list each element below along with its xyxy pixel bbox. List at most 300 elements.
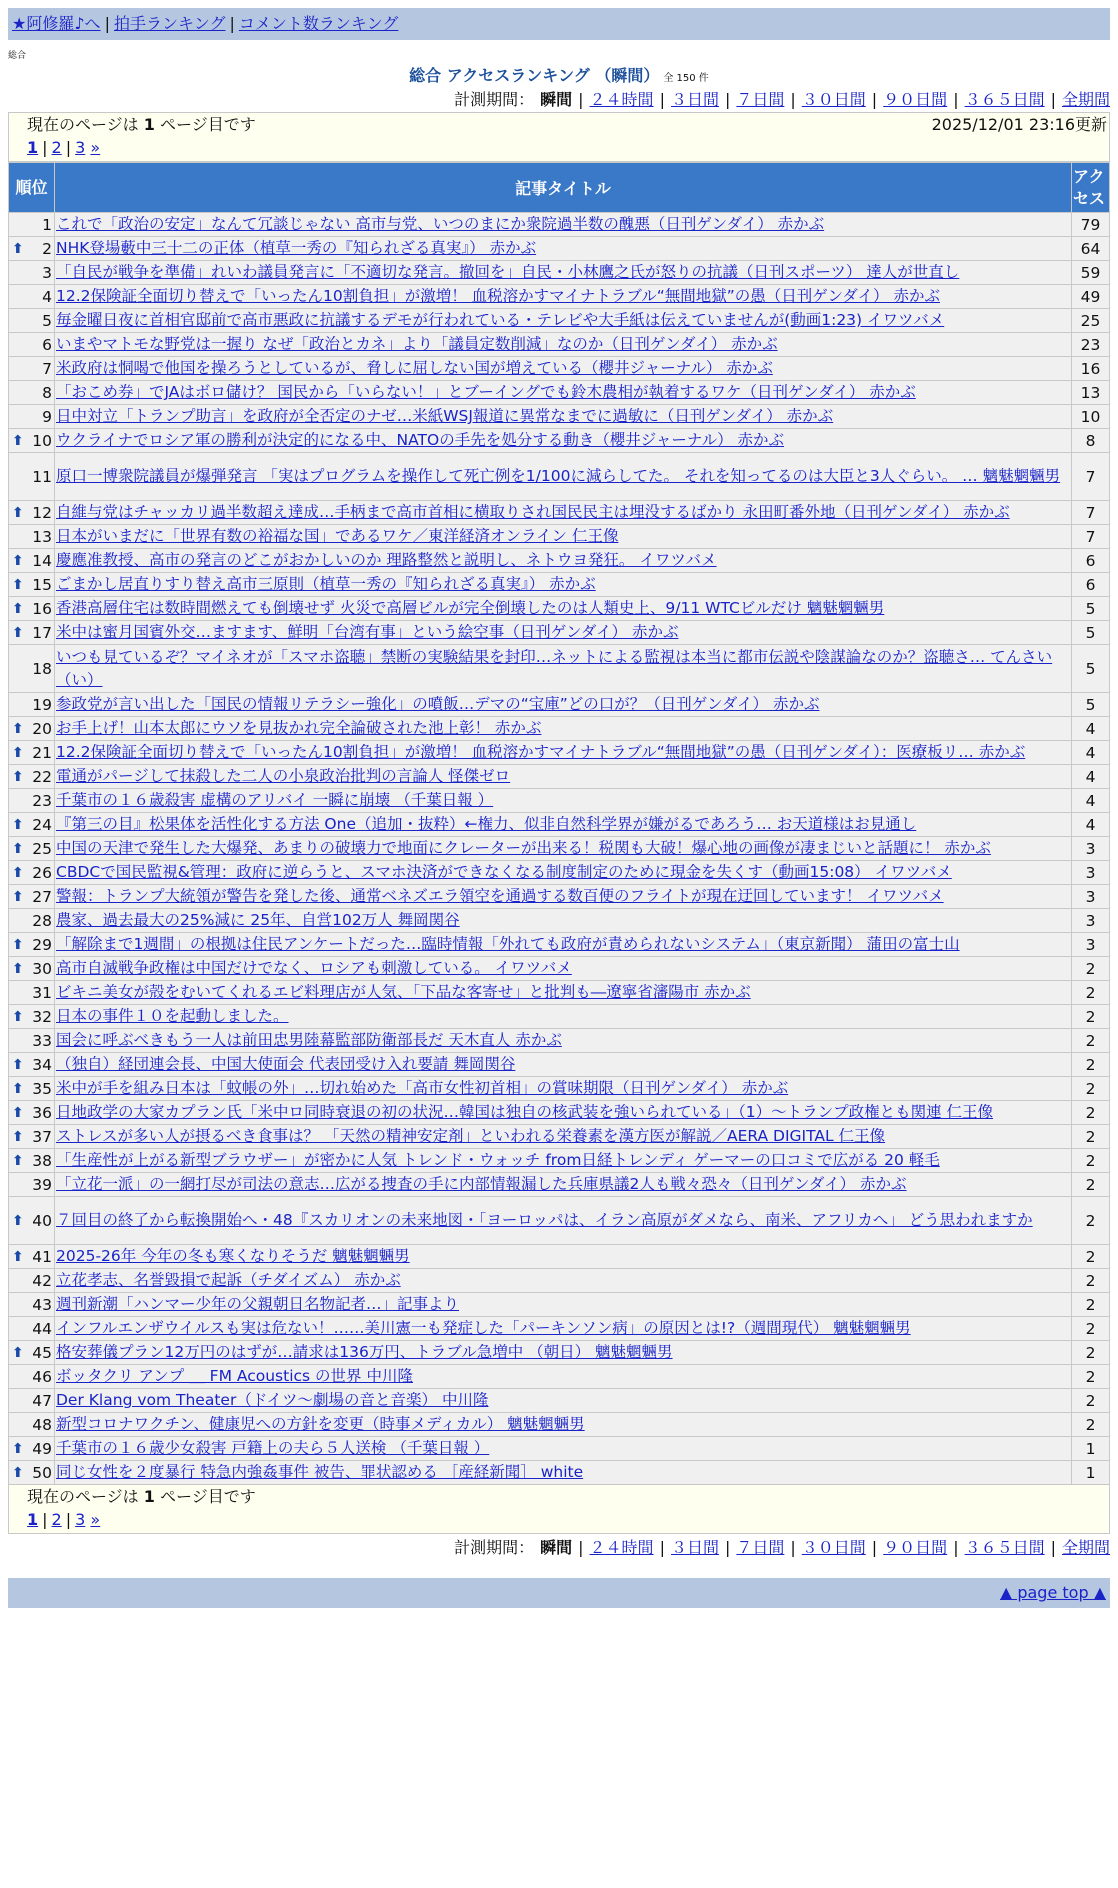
rank-cell [9,813,55,837]
article-link[interactable]: いまやマトモな野党は一握り なぜ「政治とカネ」より「議員定数削減」なのか（日刊ゲンダイ） 赤かぶ [56,335,778,353]
article-link[interactable]: 2025-26年 今年の冬も寒くなりそうだ 魑魅魍魎男 [56,1247,410,1265]
title-cell [55,1437,1072,1461]
table-row [9,885,1110,909]
title-cell [55,1293,1072,1317]
access-count: 2 [1072,1029,1110,1053]
access-count: 4 [1072,717,1110,741]
rank-number: 35 [32,1079,52,1098]
article-link[interactable]: 12.2保険証全面切り替えで「いったん10割負担」が激増！ 血税溶かすマイナトラブル“無間地獄”の愚（日刊ゲンダイ）：医療板リ… 赤かぶ [56,743,1026,761]
access-count: 2 [1072,1149,1110,1173]
access-count: 4 [1072,765,1110,789]
title-cell [55,1317,1072,1341]
separator: | [65,1510,72,1529]
current-page-text: 現在のページは 1 ページ目です [27,115,256,134]
rank-cell [9,1341,55,1365]
article-link[interactable]: Der Klang vom Theater（ドイツ～劇場の音と音楽） 中川隆 [56,1391,489,1409]
title-header: 記事タイトル [55,163,1072,213]
rank-cell [9,1125,55,1149]
article-link[interactable]: 同じ女性を２度暴行 特急内強姦事件 被告、罪状認める ［産経新聞］ white [56,1463,584,1481]
rank-cell [9,405,55,429]
period-link-1[interactable]: ３日間 [670,90,719,109]
article-link[interactable]: 高市自滅戦争政権は中国だけでなく、ロシアも刺激している。 イワツバメ [56,959,572,977]
rank-cell [9,1461,55,1485]
pagination [27,137,1109,161]
table-row [9,333,1110,357]
rank-cell [9,765,55,789]
article-link[interactable]: 千葉市の１６歳殺害 虚構のアリバイ 一瞬に崩壊 （千葉日報 ） [56,791,494,809]
arrow-up-icon: ⬆ [12,552,24,569]
table-row [9,309,1110,333]
table-row [9,1413,1110,1437]
table-row [9,405,1110,429]
rank-cell [9,501,55,525]
article-link[interactable]: 週刊新潮「ハンマー少年の父親朝日名物記者…」記事より [56,1295,460,1313]
table-row [9,717,1110,741]
title-cell [55,501,1072,525]
rank-cell [9,1029,55,1053]
arrow-up-icon: ⬆ [12,936,24,953]
article-link[interactable]: 農家、過去最大の25%減に 25年、自営102万人 舞岡関谷 [56,911,460,929]
table-row [9,765,1110,789]
rank-number: 33 [32,1031,52,1050]
arrow-up-icon: ⬆ [12,1464,24,1481]
home-link[interactable]: ★阿修羅♪へ [12,14,101,33]
arrow-up-icon: ⬆ [12,864,24,881]
title-cell [55,597,1072,621]
separator: | [953,90,959,109]
separator: | [42,1510,48,1529]
article-link[interactable]: 「立花一派」の一網打尽が司法の意志…広がる捜査の手に内部情報漏した兵庫県議2人も戦々恐々（日刊ゲンダイ） 赤かぶ [56,1175,907,1193]
separator: | [578,90,584,109]
period-link-0[interactable]: ２４時間 [589,90,654,109]
title-cell [55,1269,1072,1293]
rank-number: 23 [32,791,52,810]
title-cell [55,1197,1072,1245]
access-count: 2 [1072,1389,1110,1413]
rank-number: 17 [32,623,52,642]
title-cell [55,885,1072,909]
table-row [9,1053,1110,1077]
rank-cell [9,789,55,813]
access-count: 3 [1072,885,1110,909]
article-link[interactable]: 「生産性が上がる新型ブラウザー」が密かに人気 トレンド・ウォッチ from日経トレンディ ゲーマーの口コミで広がる 20 軽毛 [56,1151,940,1169]
rank-cell [9,261,55,285]
arrow-up-icon: ⬆ [12,816,24,833]
access-count: 2 [1072,1077,1110,1101]
access-count: 7 [1072,501,1110,525]
period-link-4[interactable]: ９０日間 [883,90,948,109]
table-row [9,1461,1110,1485]
page-info-top [8,112,1110,162]
title-cell [55,909,1072,933]
article-link[interactable]: ウクライナでロシア軍の勝利が決定的になる中、NATOの手先を処分する動き（櫻井ジャーナル） 赤かぶ [56,431,785,449]
rank-cell [9,1245,55,1269]
period-link-3[interactable]: ３０日間 [801,90,866,109]
access-count: 4 [1072,789,1110,813]
article-link[interactable]: 「自民が戦争を準備」れいわ議員発言に「不適切な発言。撤回を」自民・小林鷹之氏が怒りの抗議（日刊スポーツ） 達人が世直し [56,263,960,281]
table-row [9,981,1110,1005]
rank-cell [9,1389,55,1413]
page-link-1[interactable]: 1 [27,138,39,157]
access-count: 3 [1072,861,1110,885]
rank-number: 50 [32,1463,52,1482]
article-link[interactable]: 香港高層住宅は数時間燃えても倒壊せず 火災で高層ビルが完全倒壊したのは人類史上、9/11 WTCビルだけ 魑魅魍魎男 [56,599,885,617]
separator: | [953,1538,959,1557]
title-cell [55,1101,1072,1125]
title-cell [55,645,1072,693]
arrow-up-icon: ⬆ [12,624,24,641]
title-cell [55,957,1072,981]
rank-cell [9,1149,55,1173]
top-nav-bar: ★阿修羅♪へ | 拍手ランキング | コメント数ランキング [8,8,1110,40]
access-count: 5 [1072,645,1110,693]
title-cell [55,861,1072,885]
page-link-2[interactable]: 2 [51,1510,62,1529]
page-link-2[interactable]: 2 [51,138,62,157]
period-link-2[interactable]: ７日間 [736,90,785,109]
title-cell [55,1053,1072,1077]
access-header: アクセス [1072,163,1110,213]
table-row [9,693,1110,717]
table-row [9,621,1110,645]
arrow-up-icon: ⬆ [12,1104,24,1121]
rank-number: 9 [42,407,52,426]
period-link-3[interactable]: ３０日間 [801,1538,866,1557]
article-link[interactable]: 毎金曜日夜に首相官邸前で高市悪政に抗議するデモが行われている・テレビや大手紙は伝えていませんが(動画1:23) イワツバメ [56,311,945,329]
arrow-up-icon: ⬆ [12,1212,24,1229]
rank-number: 32 [32,1007,52,1026]
arrow-up-icon: ⬆ [12,600,24,617]
article-link[interactable]: 参政党が言い出した「国民の情報リテラシー強化」の噴飯…デマの“宝庫”どの口が？（日刊ゲンダイ） 赤かぶ [56,695,820,713]
rank-number: 29 [32,935,52,954]
period-link-0[interactable]: ２４時間 [589,1538,654,1557]
rank-cell [9,1293,55,1317]
table-row [9,1125,1110,1149]
access-count: 1 [1072,1461,1110,1485]
rank-number: 38 [32,1151,52,1170]
rank-number: 5 [42,311,52,330]
article-link[interactable]: 慶應准教授、高市の発言のどこがおかしいのか 理路整然と説明し、ネトウヨ発狂。 イワツバメ [56,551,717,569]
rank-cell [9,885,55,909]
table-row [9,1005,1110,1029]
access-count: 79 [1072,213,1110,237]
separator: | [871,90,878,109]
comment-ranking-link[interactable]: コメント数ランキング [238,14,399,33]
access-count: 5 [1072,621,1110,645]
access-count: 8 [1072,429,1110,453]
article-link[interactable]: ７回目の終了から転換開始へ・48『スカリオンの未来地図・「ヨーロッパは、イラン高原がダメなら、南米、アフリカへ」 どう思われますか [56,1211,1033,1229]
title-cell [55,237,1072,261]
rank-number: 37 [32,1127,52,1146]
table-row [9,813,1110,837]
rank-number: 49 [32,1439,52,1458]
title-cell [55,1173,1072,1197]
next-page-link[interactable]: » [90,138,101,157]
access-count: 59 [1072,261,1110,285]
next-page-link[interactable]: » [90,1510,101,1529]
rank-number: 28 [32,911,52,930]
article-link[interactable]: 自維与党はチャッカリ過半数超え達成…手柄まで高市首相に横取りされ国民民主は埋没するばかり 永田町番外地（日刊ゲンダイ） 赤かぶ [56,503,1010,521]
article-link[interactable]: （独自）経団連会長、中国大使面会 代表団受け入れ要請 舞岡関谷 [56,1055,516,1073]
period-link-6[interactable]: 全期間 [1061,1538,1110,1557]
rank-number: 16 [32,599,52,618]
title-cell [55,741,1072,765]
rank-cell [9,957,55,981]
rank-number: 45 [32,1343,52,1362]
rank-cell [9,1053,55,1077]
article-link[interactable]: CBDCで国民監視&管理：政府に逆らうと、スマホ決済ができなくなる制度制定のために現金を失くす（動画15:08） イワツバメ [56,863,952,881]
page-link-3[interactable]: 3 [75,138,86,157]
separator: | [659,1538,665,1557]
rank-number: 43 [32,1295,52,1314]
access-count: 2 [1072,1341,1110,1365]
rank-number: 46 [32,1367,52,1386]
period-link-5[interactable]: ３６５日間 [964,1538,1045,1557]
title-cell [55,813,1072,837]
access-count: 13 [1072,381,1110,405]
separator: | [65,138,72,157]
table-row [9,525,1110,549]
table-row [9,1197,1110,1245]
access-count: 3 [1072,933,1110,957]
article-link[interactable]: 電通がパージして抹殺した二人の小泉政治批判の言論人 怪傑ゼロ [56,767,511,785]
title-cell [55,1125,1072,1149]
table-row [9,213,1110,237]
access-count: 2 [1072,1125,1110,1149]
article-link[interactable]: 日中対立「トランプ助言」を政府が全否定のナゼ…米紙WSJ報道に異常なまでに過敏に（日刊ゲンダイ） 赤かぶ [56,407,834,425]
separator: | [1050,1538,1056,1557]
table-row [9,1341,1110,1365]
arrow-up-icon: ⬆ [12,768,24,785]
rank-header: 順位 [9,163,55,213]
article-link[interactable]: 警報：トランプ大統領が警告を発した後、通常ベネズエラ領空を通過する数百便のフライトが現在迂回しています！ イワツバメ [56,887,944,905]
access-count: 64 [1072,237,1110,261]
arrow-up-icon: ⬆ [12,1344,24,1361]
table-row [9,237,1110,261]
access-count: 2 [1072,1053,1110,1077]
article-link[interactable]: ビキニ美女が殻をむいてくれるエビ料理店が人気、「下品な客寄せ」と批判も―遼寧省瀋陽市 赤かぶ [56,983,751,1001]
article-link[interactable]: NHK登場藪中三十二の正体（植草一秀の『知られざる真実』） 赤かぶ [56,239,537,257]
rank-number: 41 [32,1247,52,1266]
rank-cell [9,981,55,1005]
article-link[interactable]: 日本がいまだに「世界有数の裕福な国」であるワケ／東洋経済オンライン 仁王像 [56,527,619,545]
rank-cell [9,717,55,741]
article-link[interactable]: 米中が手を組み日本は「蚊帳の外」…切れ始めた「高市女性初首相」の賞味期限（日刊ゲンダイ） 赤かぶ [56,1079,789,1097]
title-cell [55,981,1072,1005]
title-cell [55,1029,1072,1053]
rank-cell [9,1101,55,1125]
article-link[interactable]: 『第三の目』松果体を活性化する方法 One（追加・抜粋）←権力、似非自然科学界が嫌がるであろう… お天道様はお見通し [56,815,917,833]
category-label: 総合 [8,51,27,61]
article-link[interactable]: 米中は蜜月国賓外交…ますます、鮮明「台湾有事」という絵空事（日刊ゲンダイ） 赤かぶ [56,623,679,641]
access-count: 2 [1072,1005,1110,1029]
table-row [9,1389,1110,1413]
rank-cell [9,621,55,645]
article-link[interactable]: 原口一博衆院議員が爆弾発言 「実はプログラムを操作して死亡例を1/100に減らしてた。 それを知ってるのは大臣と3人ぐらい。 … 魑魅魍魎男 [56,467,1061,485]
rank-number: 44 [32,1319,52,1338]
table-row [9,1101,1110,1125]
rank-cell [9,645,55,693]
rank-cell [9,381,55,405]
period-link-2[interactable]: ７日間 [736,1538,785,1557]
table-row [9,429,1110,453]
rank-number: 24 [32,815,52,834]
rank-number: 4 [42,287,52,306]
article-link[interactable]: 千葉市の１６歳少女殺害 戸籍上の夫ら５人送検 （千葉日報 ） [56,1439,490,1457]
title-cell [55,1149,1072,1173]
access-count: 6 [1072,549,1110,573]
period-link-1[interactable]: ３日間 [670,1538,719,1557]
article-link[interactable]: 新型コロナワクチン、健康児への方針を変更（時事メディカル） 魑魅魍魎男 [56,1415,585,1433]
title-cell [55,261,1072,285]
table-row [9,1317,1110,1341]
page-link-3[interactable]: 3 [75,1510,86,1529]
separator: | [1050,90,1056,109]
updated-timestamp: 2025/12/01 23:16更新 [931,115,1107,134]
rank-number: 20 [32,719,52,738]
title-cell [55,213,1072,237]
table-row [9,1149,1110,1173]
article-link[interactable]: 日本の事件１０を起動しました。 [56,1007,289,1025]
article-link[interactable]: インフルエンザウイルスも実は危ない！……美川憲一も発症した「パーキンソン病」の原因とは!?（週間現代） 魑魅魍魎男 [56,1319,911,1337]
article-link[interactable]: 中国の天津で発生した大爆発、あまりの破壊力で地面にクレーターが出来る！税関も大破！爆心地の画像が凄まじいと話題に！ 赤かぶ [56,839,991,857]
rank-number: 21 [32,743,52,762]
arrow-up-icon: ⬆ [12,960,24,977]
page-info-bottom [8,1485,1110,1534]
total-count: 全 150 件 [663,73,709,84]
rank-cell [9,213,55,237]
separator: | [724,90,731,109]
rank-number: 30 [32,959,52,978]
period-current: 瞬間 [540,90,573,109]
table-row [9,1365,1110,1389]
rank-cell [9,429,55,453]
rank-number: 27 [32,887,52,906]
rank-cell [9,837,55,861]
article-link[interactable]: 立花孝志、名誉毀損で起訴（チダイズム） 赤かぶ [56,1271,401,1289]
table-row [9,1077,1110,1101]
access-count: 6 [1072,573,1110,597]
title-cell [55,573,1072,597]
title-cell [55,1389,1072,1413]
rank-number: 15 [32,575,52,594]
table-row [9,597,1110,621]
rank-number: 42 [32,1271,52,1290]
arrow-up-icon: ⬆ [12,504,24,521]
article-link[interactable]: 「おこめ券」でJAはボロ儲け？ 国民から「いらない！」とブーイングでも鈴木農相が執着するワケ（日刊ゲンダイ） 赤かぶ [56,383,916,401]
title-cell [55,1461,1072,1485]
title-cell [55,789,1072,813]
rank-number: 6 [42,335,52,354]
article-link[interactable]: 「解除まで1週間」の根拠は住民アンケートだった…臨時情報「外れても政府が責められないシステム」（東京新聞） 蒲田の富士山 [56,935,960,953]
title-cell [55,621,1072,645]
arrow-up-icon: ⬆ [12,576,24,593]
rank-number: 25 [32,839,52,858]
rank-cell [9,1365,55,1389]
separator: | [790,1538,796,1557]
page-top-link[interactable]: ▲ page top ▲ [999,1583,1106,1602]
table-row [9,357,1110,381]
rank-number: 13 [32,527,52,546]
rank-cell [9,549,55,573]
rank-cell [9,525,55,549]
rank-cell [9,1413,55,1437]
access-count: 2 [1072,1317,1110,1341]
table-row [9,909,1110,933]
table-row [9,741,1110,765]
arrow-up-icon: ⬆ [12,840,24,857]
clap-ranking-link[interactable]: 拍手ランキング [113,14,226,33]
table-row [9,957,1110,981]
table-row [9,1437,1110,1461]
rank-number: 22 [32,767,52,786]
title-cell [55,429,1072,453]
rank-cell [9,309,55,333]
title-cell [55,1077,1072,1101]
access-count: 7 [1072,453,1110,501]
rank-cell [9,741,55,765]
title-cell [55,837,1072,861]
rank-cell [9,1269,55,1293]
arrow-up-icon: ⬆ [12,1248,24,1265]
rank-number: 10 [32,431,52,450]
article-link[interactable]: ボッタクリ アンプ ＿ FM Acoustics の世界 中川隆 [56,1367,413,1385]
title-cell [55,765,1072,789]
rank-number: 39 [32,1175,52,1194]
rank-cell [9,693,55,717]
article-link[interactable]: いつも見ているぞ？マイネオが「スマホ盗聴」禁断の実験結果を封印…ネットによる監視は本当に都市伝説や陰謀論なのか？盗聴さ… てんさい（い） [56,647,1053,689]
title-cell [55,933,1072,957]
rank-cell [9,861,55,885]
table-row [9,453,1110,501]
period-selector [0,88,1110,112]
table-row [9,933,1110,957]
access-count: 10 [1072,405,1110,429]
period-link-5[interactable]: ３６５日間 [964,90,1045,109]
current-page-text: 現在のページは 1 ページ目です [27,1487,256,1506]
table-row [9,285,1110,309]
article-link[interactable]: 国会に呼ぶべきもう一人は前田忠男陸幕監部防衛部長だ 天木直人 赤かぶ [56,1031,562,1049]
table-row [9,789,1110,813]
rank-cell [9,237,55,261]
arrow-up-icon: ⬆ [12,1056,24,1073]
title-cell [55,693,1072,717]
pagination [27,1509,1109,1533]
page-link-1[interactable]: 1 [27,1510,39,1529]
rank-cell [9,453,55,501]
article-link[interactable]: ごまかし居直りすり替え高市三原則（植草一秀の『知られざる真実』） 赤かぶ [56,575,596,593]
table-row [9,549,1110,573]
rank-cell [9,1077,55,1101]
rank-number: 36 [32,1103,52,1122]
rank-number: 34 [32,1055,52,1074]
article-link[interactable]: 12.2保険証全面切り替えで「いったん10割負担」が激増！ 血税溶かすマイナトラブル“無間地獄”の愚（日刊ゲンダイ） 赤かぶ [56,287,940,305]
arrow-up-icon: ⬆ [12,1440,24,1457]
access-count: 16 [1072,357,1110,381]
article-link[interactable]: お手上げ！山本太郎にウソを見抜かれ完全論破された池上彰！ 赤かぶ [56,719,542,737]
article-link[interactable]: ストレスが多い人が摂るべき食事は？ 「天然の精神安定剤」といわれる栄養素を漢方医が解説／AERA DIGITAL 仁王像 [56,1127,886,1145]
separator: | [659,90,665,109]
article-link[interactable]: 格安葬儀プラン12万円のはずが…請求は136万円、トラブル急増中 （朝日） 魑魅魍魎男 [56,1343,673,1361]
arrow-up-icon: ⬆ [12,1128,24,1145]
rank-number: 14 [32,551,52,570]
period-link-6[interactable]: 全期間 [1061,90,1110,109]
article-link[interactable]: 日地政学の大家カプラン氏「米中ロ同時衰退の初の状況…韓国は独自の核武装を強いられている」（1）～トランプ政権とも関連 仁王像 [56,1103,994,1121]
article-link[interactable]: 米政府は恫喝で他国を操ろうとしているが、脅しに屈しない国が増えている（櫻井ジャーナル） 赤かぶ [56,359,773,377]
period-link-4[interactable]: ９０日間 [883,1538,948,1557]
rank-number: 3 [42,263,52,282]
article-link[interactable]: これで「政治の安定」なんて冗談じゃない 高市与党、いつのまにか衆院過半数の醜悪（日刊ゲンダイ） 赤かぶ [56,215,825,233]
